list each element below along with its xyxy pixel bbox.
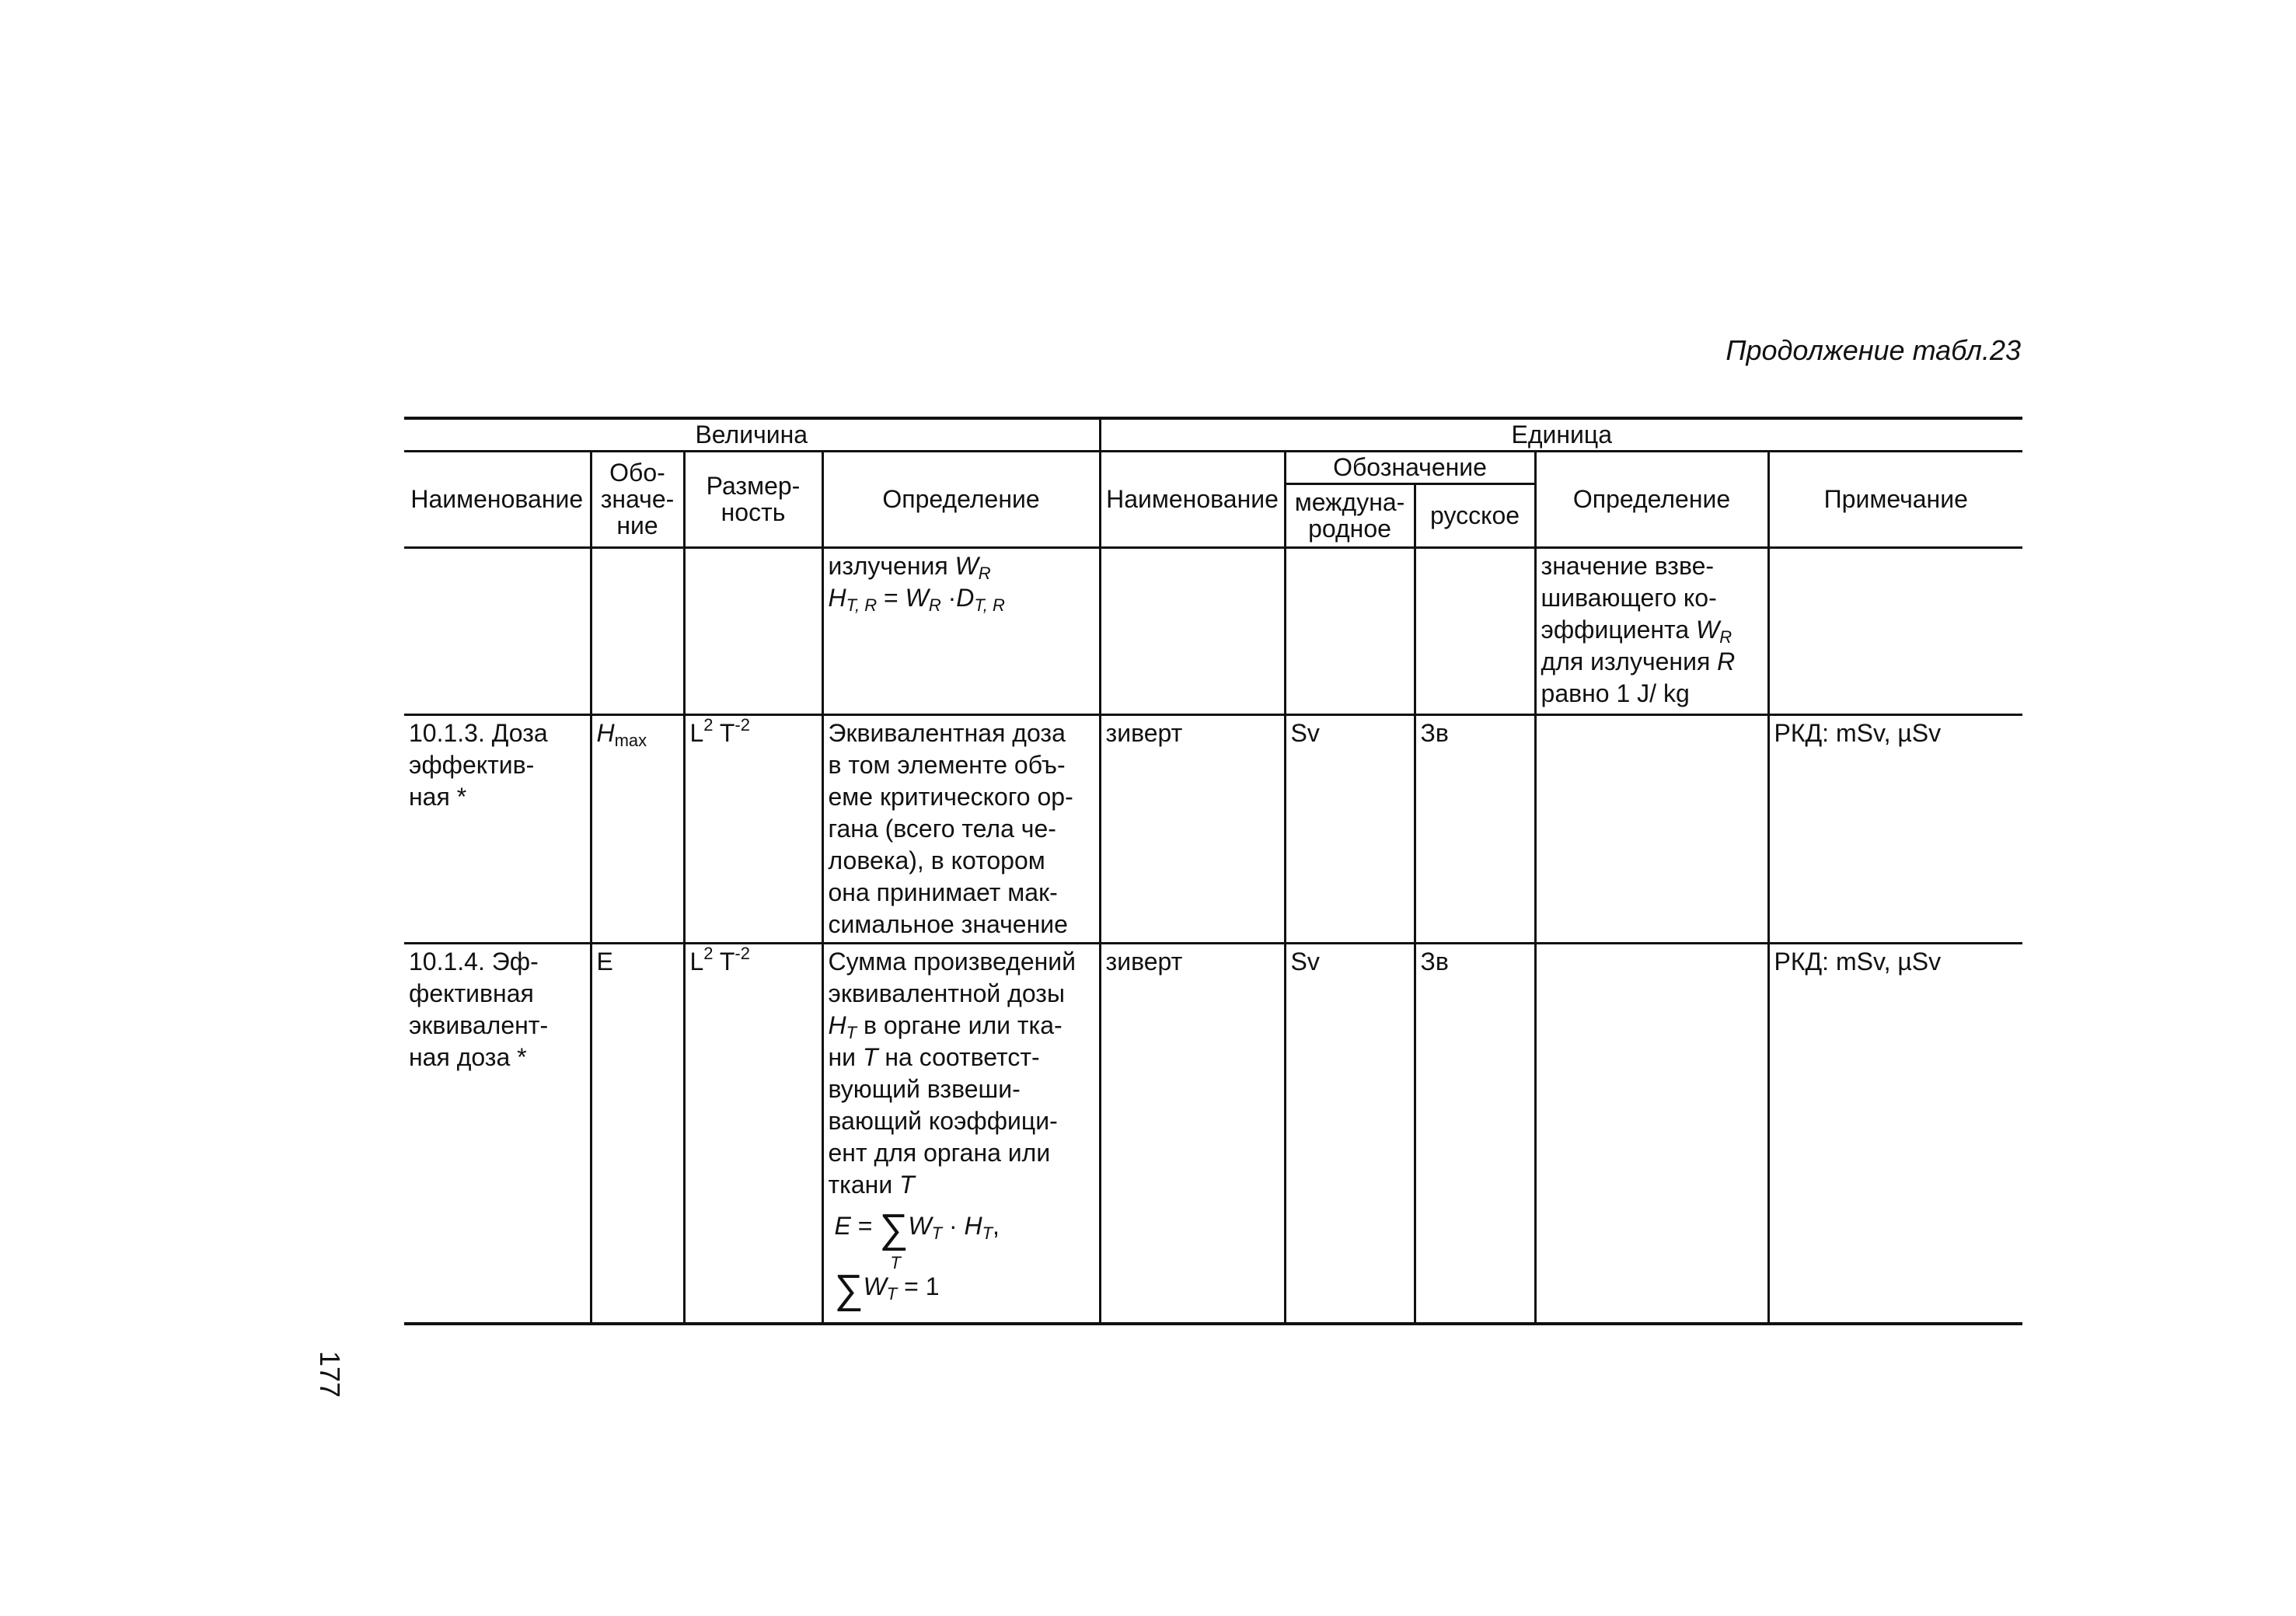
cell-note: РКД: mSv, µSv [1768, 714, 2022, 943]
header-russian: русское [1415, 483, 1535, 547]
header-definition: Определение [822, 451, 1100, 547]
cell-unit-name: зиверт [1100, 943, 1285, 1324]
cell-unit-definition [1535, 714, 1768, 943]
cell-russian: Зв [1415, 714, 1535, 943]
header-international: междуна- родное [1285, 483, 1415, 547]
cell-name [404, 547, 591, 714]
dose-formula: $H_{T, R} = W_R \cdot D_{T, R}$ [828, 583, 1005, 615]
quantities-table [404, 417, 2022, 1325]
cell-note: РКД: mSv, µSv [1768, 943, 2022, 1324]
cell-unit-name [1100, 547, 1285, 714]
table-row [404, 943, 2022, 1324]
cell-international [1285, 547, 1415, 714]
cell-dimension [684, 547, 822, 714]
header-quantity: Величина [404, 418, 1100, 451]
cell-unit-name: зиверт [1100, 714, 1285, 943]
cell-symbol: $H_{max}$ [591, 714, 684, 943]
weights-sum-formula: $\sum W_T = 1$ [834, 1266, 940, 1312]
cell-unit-definition [1535, 943, 1768, 1324]
table-row [404, 714, 2022, 943]
header-unit-name: Наименование [1100, 451, 1285, 547]
group-header-row [404, 418, 2022, 451]
header-symbol: Обо- значе- ние [591, 451, 684, 547]
header-name: Наименование [404, 451, 591, 547]
cell-definition: Эквивалентная доза в том элементе объ- еме критического ор- гана (всего тела че- ловека), в котором она принимает мак- симальное значение [822, 714, 1100, 943]
cell-symbol [591, 547, 684, 714]
header-designation: Обозначение [1285, 451, 1535, 483]
cell-russian [1415, 547, 1535, 714]
column-header-row [404, 451, 2022, 483]
header-unit: Единица [1100, 418, 2022, 451]
header-note: Примечание [1768, 451, 2022, 547]
cell-international: Sv [1285, 943, 1415, 1324]
cell-symbol: E [591, 943, 684, 1324]
table-caption: Продолжение табл.23 [1725, 334, 2021, 366]
cell-definition: излучения $W_R$ $H_{T, R} = W_R \cdot D_{T, R}$ [822, 547, 1100, 714]
cell-dimension: $L^2$ $T^{-2}$ [684, 714, 822, 943]
cell-note [1768, 547, 2022, 714]
cell-unit-definition: значение взве- шивающего ко- эффициента $W_R$ для излучения R равно 1 J/ kg [1535, 547, 1768, 714]
effective-dose-formula: E = ∑ T $W_T \cdot H_T$, [834, 1206, 1000, 1272]
table-row [404, 547, 2022, 714]
cell-russian: Зв [1415, 943, 1535, 1324]
page-number: 177 [314, 1351, 346, 1398]
cell-international: Sv [1285, 714, 1415, 943]
cell-dimension: $L^2$ $T^{-2}$ [684, 943, 822, 1324]
header-unit-definition: Определение [1535, 451, 1768, 547]
cell-name: 10.1.3. Доза эффектив- ная * [404, 714, 591, 943]
cell-definition: Сумма произведений эквивалентной дозы $H_T$ в органе или тка- ни T на соответст- вующий взвеши- вающий коэффици- ент для органа или ткани T E = ∑ T $W_T \cdot H_T$, $\sum W_T = 1$ [822, 943, 1100, 1324]
header-dimension: Размер- ность [684, 451, 822, 547]
cell-name: 10.1.4. Эф- фективная эквивалент- ная доза * [404, 943, 591, 1324]
